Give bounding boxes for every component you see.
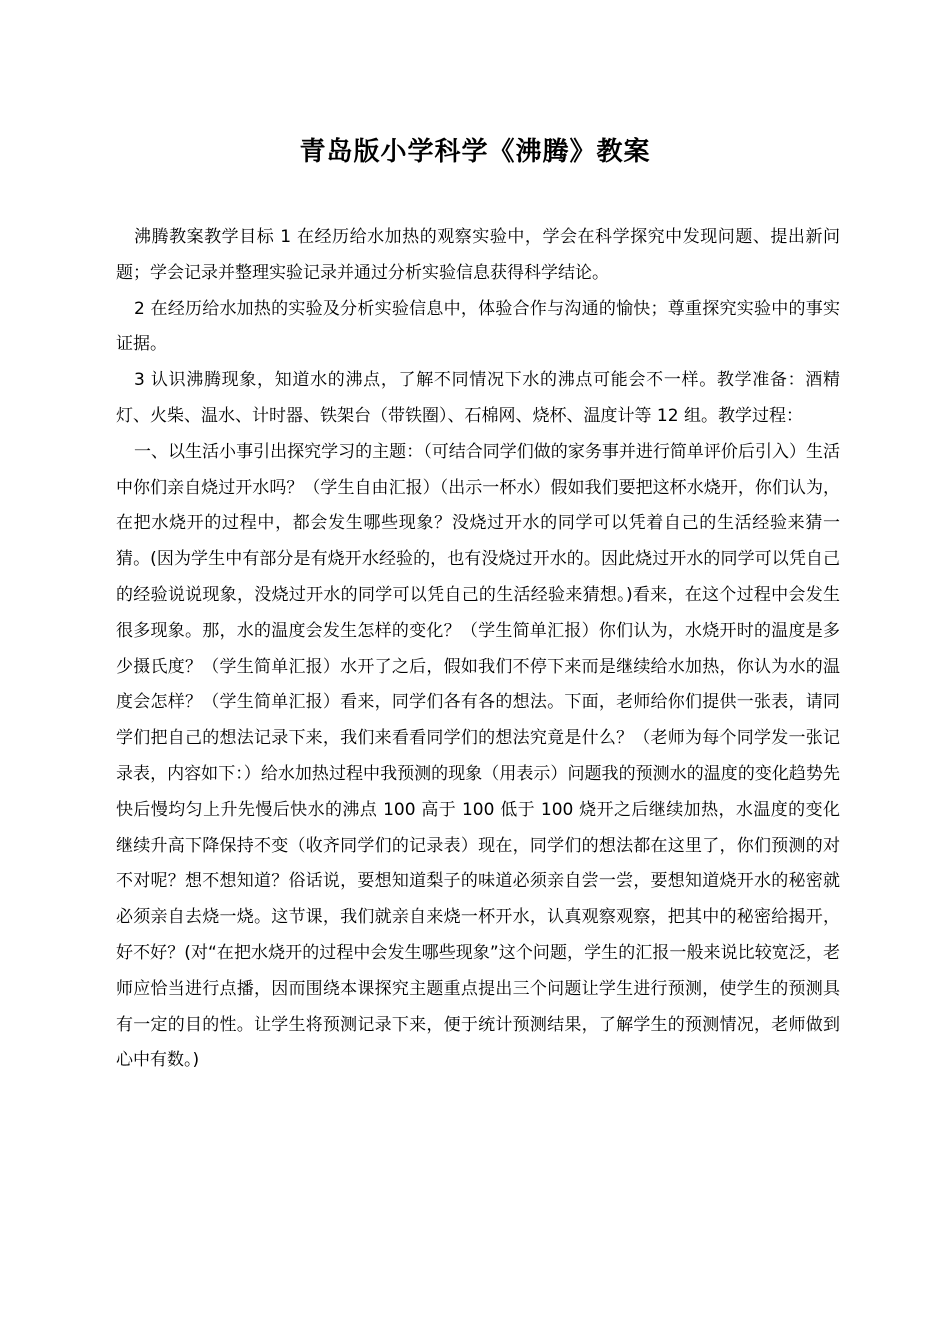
paragraph-objective-3: 3 认识沸腾现象，知道水的沸点，了解不同情况下水的沸点可能会不一样。教学准备：酒精灯、火柴、温水、计时器、铁架台（带铁圈）、石棉网、烧杯、温度计等 12 组。教学过程： — [116, 370, 840, 426]
paragraph-teaching-process: 一、以生活小事引出探究学习的主题：（可结合同学们做的家务事并进行简单评价后引入）生活中你们亲自烧过开水吗？（学生自由汇报）（出示一杯水）假如我们要把这杯水烧开，你们认为，在把水烧开的过程中，都会发生哪些现象？没烧过开水的同学可以凭着自己的生活经验来猜一猜。(因为学生中有部分是有烧开水经验的，也有没烧过开水的。因此烧过开水的同学可以凭自己的经验说说现象，没烧过开水的同学可以凭自己的生活经验来猜想。)看来，在这个过程中会发生很多现象。那，水的温度会发生怎样的变化？（学生简单汇报）你们认为，水烧开时的温度是多少摄氏度？（学生简单汇报）水开了之后，假如我们不停下来而是继续给水加热，你认为水的温度会怎样？（学生简单汇报）看来，同学们各有各的想法。下面，老师给你们提供一张表，请同学们把自己的想法记录下来，我们来看看同学们的想法究竟是什么？（老师为每个同学发一张记录表，内容如下：）给水加热过程中我预测的现象（用表示）问题我的预测水的温度的变化趋势先快后慢均匀上升先慢后快水的沸点 100 高于 100 低于 100 烧开之后继续加热，水温度的变化继续升高下降保持不变（收齐同学们的记录表）现在，同学们的想法都在这里了，你们预测的对不对呢？想不想知道？俗话说，要想知道梨子的味道必须亲自尝一尝，要想知道烧开水的秘密就必须亲自去烧一烧。这节课，我们就亲自来烧一杯开水，认真观察观察，把其中的秘密给揭开，好不好？(对“在把水烧开的过程中会发生哪些现象”这个问题，学生的汇报一般来说比较宽泛，老师应恰当进行点播，因而围绕本课探究主题重点提出三个问题让学生进行预测，使学生的预测具有一定的目的性。让学生将预测记录下来，便于统计预测结果，了解学生的预测情况，老师做到心中有数。) — [116, 441, 840, 1071]
paragraph-objective-1: 沸腾教案教学目标 1 在经历给水加热的观察实验中，学会在科学探究中发现问题、提出新问题；学会记录并整理实验记录并通过分析实验信息获得科学结论。 — [116, 227, 840, 283]
document-title: 青岛版小学科学《沸腾》教案 — [299, 137, 651, 167]
paragraph-objective-2: 2 在经历给水加热的实验及分析实验信息中，体验合作与沟通的愉快；尊重探究实验中的事实证据。 — [116, 298, 840, 355]
document-body — [116, 220, 840, 1079]
